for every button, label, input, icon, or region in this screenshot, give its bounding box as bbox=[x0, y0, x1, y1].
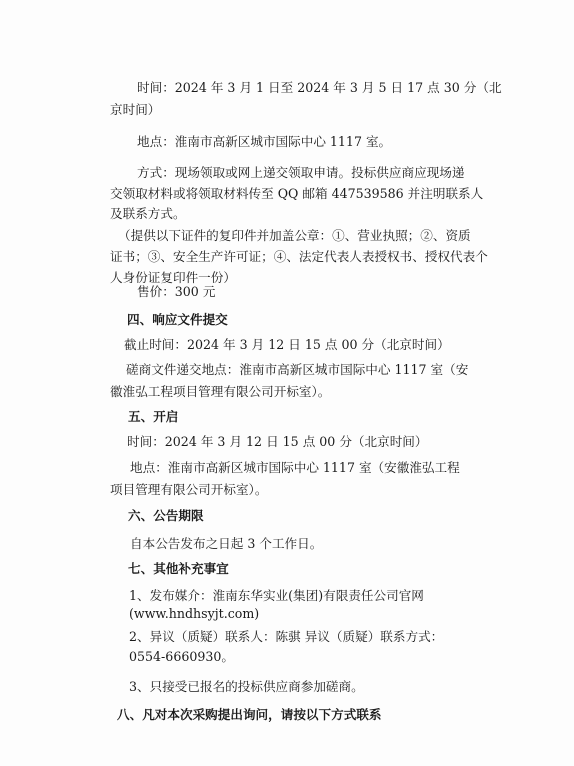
objection-line-1: 2、异议（质疑）联系人：陈骐 异议（质疑）联系方式： bbox=[129, 629, 444, 644]
provide-line-2: 证书；③、安全生产许可证；④、法定代表人表授权书、授权代表个 bbox=[110, 249, 488, 264]
objection-line-2: 0554-6660930。 bbox=[129, 649, 234, 664]
section-4-heading: 四、响应文件提交 bbox=[127, 312, 228, 327]
section-8-heading: 八、凡对本次采购提出询问，请按以下方式联系 bbox=[117, 707, 382, 722]
price-line: 售价：300 元 bbox=[137, 284, 216, 299]
media-line-2: (www.hndhsyjt.com) bbox=[129, 606, 260, 621]
section-5-heading: 五、开启 bbox=[128, 409, 179, 424]
section-7-heading: 七、其他补充事宜 bbox=[128, 561, 229, 576]
open-place-line-2: 项目管理有限公司开标室）。 bbox=[110, 482, 268, 497]
provide-line-1: （提供以下证件的复印件并加盖公章：①、营业执照；②、资质 bbox=[118, 228, 471, 243]
time-line-2: 京时间） bbox=[110, 102, 161, 117]
place-line: 地点：淮南市高新区城市国际中心 1117 室。 bbox=[137, 134, 392, 149]
open-time-line: 时间：2024 年 3 月 12 日 15 点 00 分（北京时间） bbox=[127, 434, 428, 449]
only-accept-line: 3、只接受已报名的投标供应商参加磋商。 bbox=[129, 679, 364, 694]
media-line-1: 1、发布媒介：淮南东华实业(集团)有限责任公司官网 bbox=[129, 588, 424, 603]
time-line-1: 时间：2024 年 3 月 1 日至 2024 年 3 月 5 日 17 点 30 分（北 bbox=[137, 80, 502, 95]
section-6-heading: 六、公告期限 bbox=[128, 508, 204, 523]
submit-place-line-2: 徽淮弘工程项目管理有限公司开标室）。 bbox=[110, 384, 331, 399]
deadline-line: 截止时间：2024 年 3 月 12 日 15 点 00 分（北京时间） bbox=[124, 337, 450, 352]
open-place-line-1: 地点：淮南市高新区城市国际中心 1117 室（安徽淮弘工程 bbox=[130, 460, 460, 475]
method-line-1: 方式：现场领取或网上递交领取申请。投标供应商应现场递 bbox=[137, 165, 465, 180]
notice-period-line: 自本公告发布之日起 3 个工作日。 bbox=[130, 536, 323, 551]
provide-line-3: 人身份证复印件一份） bbox=[110, 270, 236, 285]
method-line-2: 交领取材料或将领取材料传至 QQ 邮箱 447539586 并注明联系人 bbox=[110, 186, 484, 201]
method-line-3: 及联系方式。 bbox=[110, 206, 186, 221]
submit-place-line-1: 磋商文件递交地点：淮南市高新区城市国际中心 1117 室（安 bbox=[126, 362, 469, 377]
